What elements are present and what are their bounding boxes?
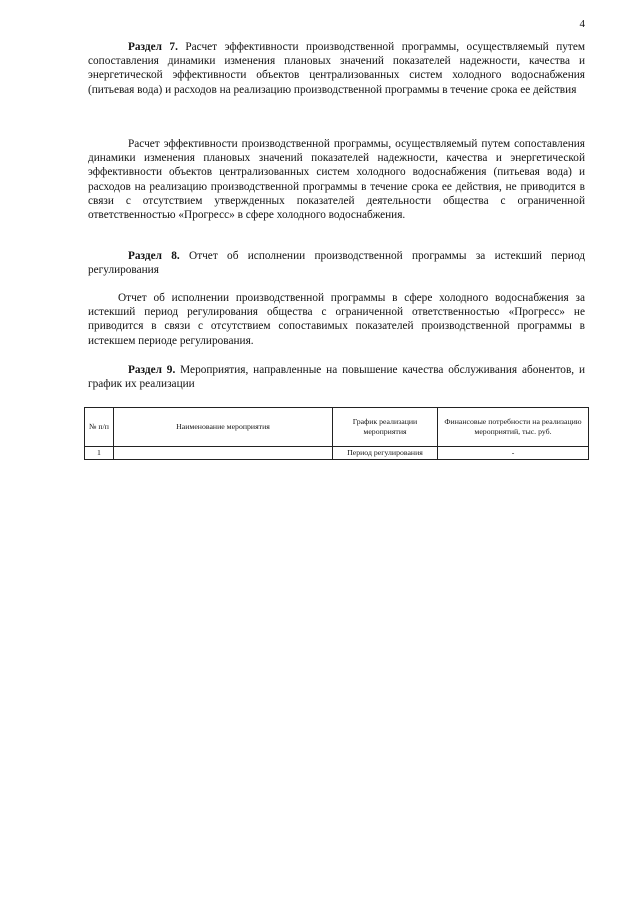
section-8-title: Отчет об исполнении производственной программы за истекший период регулирования (88, 250, 586, 277)
section-9-label: Раздел 9. (128, 364, 176, 376)
page-number: 4 (579, 18, 585, 30)
table-header-row (85, 408, 589, 447)
section-8-label: Раздел 8. (128, 250, 180, 262)
header-schedule: График реализации мероприятия (333, 408, 438, 447)
measures-table (84, 407, 589, 460)
section-9-title: Мероприятия, направленные на повышение качества обслуживания абонентов, и график их реализации (88, 364, 586, 391)
section-9-heading (88, 363, 585, 391)
cell-number: 1 (85, 447, 114, 460)
section-8-heading (88, 249, 585, 277)
header-finance: Финансовые потребности на реализацию мероприятий, тыс. руб. (438, 408, 589, 447)
section-7-label: Раздел 7. (128, 41, 178, 53)
cell-schedule: Период регулирования (333, 447, 438, 460)
header-number: № п/п (85, 408, 114, 447)
cell-name (114, 447, 333, 460)
section-7-title: Расчет эффективности производственной программы, осуществляемый путем сопоставления динамики изменения плановых значений показателей надежности, качества и энергетической эффективности объектов централизованных систем холодного водоснабжения (питьевая вода) и расходов на реализацию производственной программы в течение срока ее действия (88, 41, 585, 96)
section-7-body: Расчет эффективности производственной программы, осуществляемый путем сопоставления динамики изменения плановых значений показателей надежности, качества и энергетической эффективности объектов централизованных систем холодного водоснабжения (питьевая вода) и расходов на реализацию производственной программы в течение срока ее действия, не приводится в связи с отсутствием утвержденных показателей деятельности общества с ограниченной ответственностью «Прогресс» в сфере холодного водоснабжения. (88, 138, 585, 222)
cell-finance: - (438, 447, 589, 460)
table-row (85, 447, 589, 460)
header-name: Наименование мероприятия (114, 408, 333, 447)
section-7-heading (88, 40, 585, 97)
section-8-body: Отчет об исполнении производственной программы в сфере холодного водоснабжения за истекший период регулирования общества с ограниченной ответственностью «Прогресс» не приводится в связи с отсутствием сопоставимых показателей производственной программы в истекшем периоде регулирования. (88, 292, 585, 347)
